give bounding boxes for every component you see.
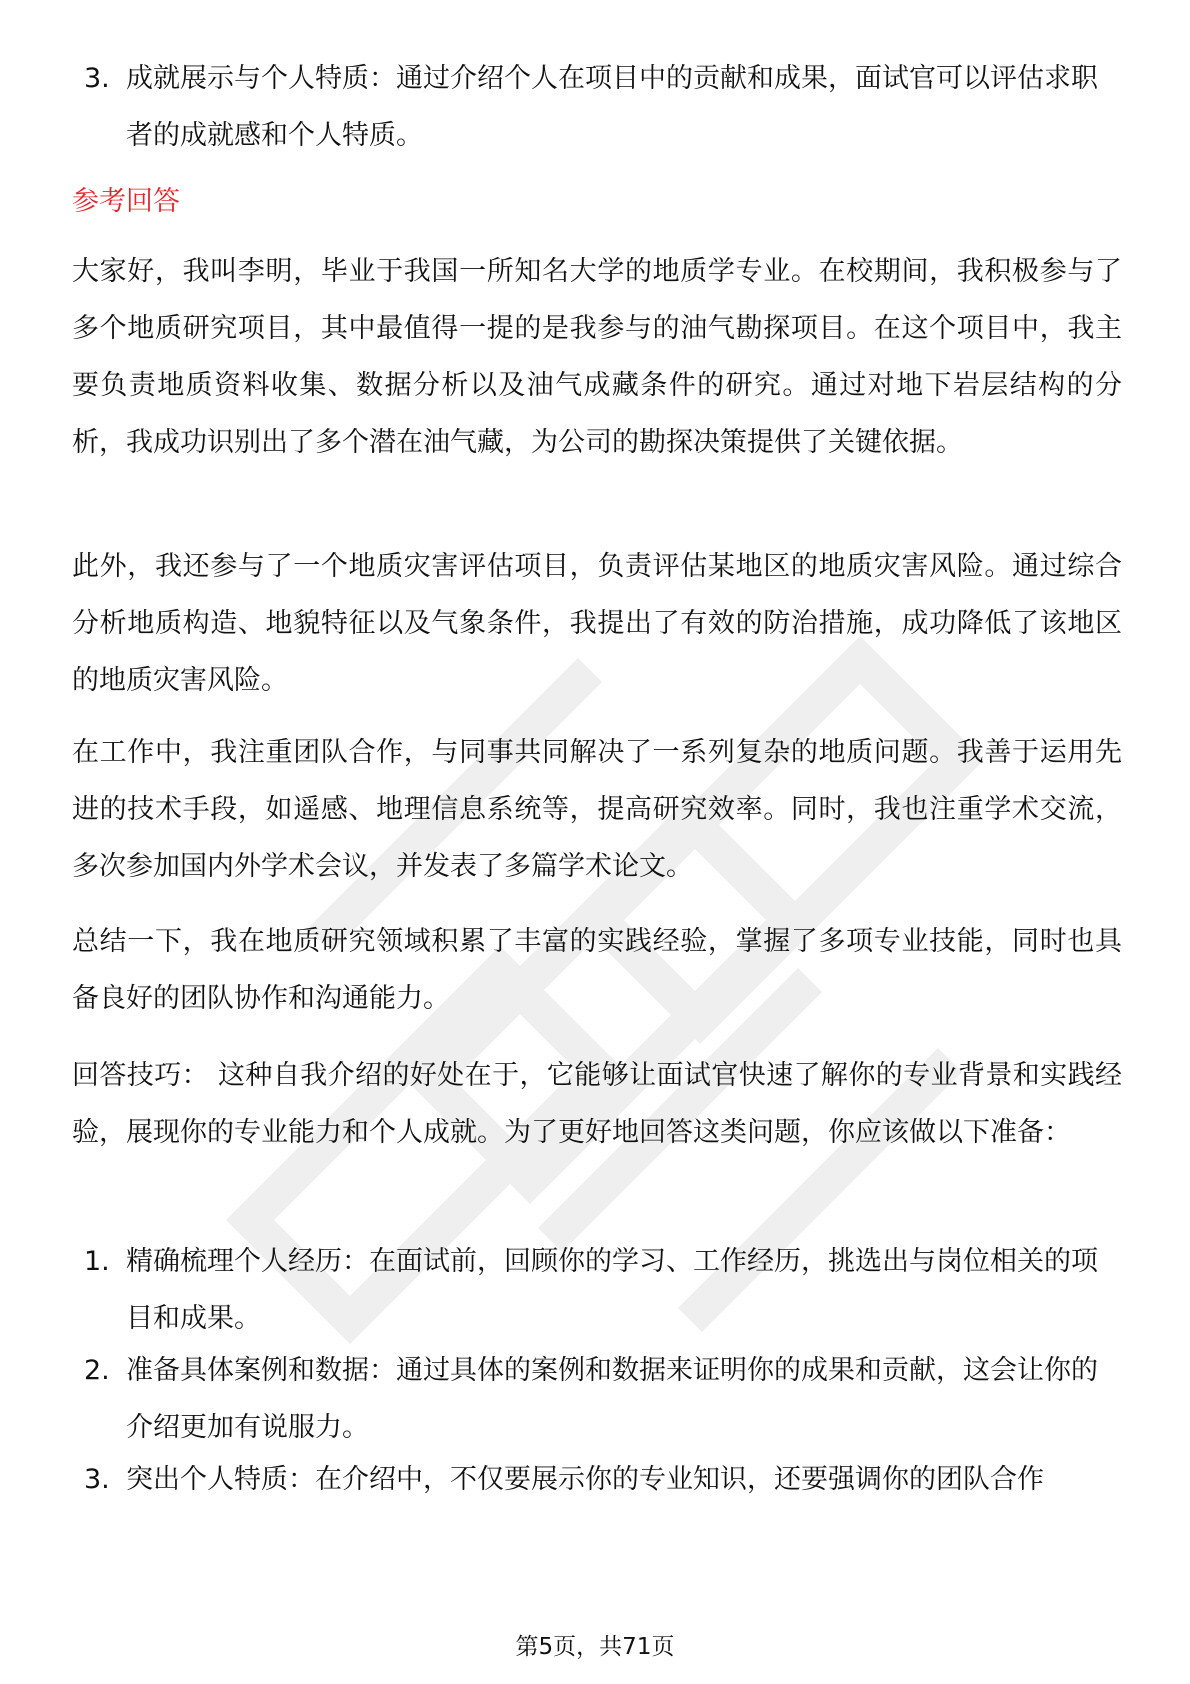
list-item <box>72 1451 1122 1508</box>
paragraph-teamwork: 在工作中，我注重团队合作，与同事共同解决了一系列复杂的地质问题。我善于运用先进的技术手段，如遥感、地理信息系统等，提高研究效率。同时，我也注重学术交流，多次参加国内外学术会议，并发表了多篇学术论文。 <box>72 737 1122 882</box>
list-item-text: 精确梳理个人经历：在面试前，回顾你的学习、工作经历，挑选出与岗位相关的项目和成果。 <box>126 1246 1098 1334</box>
list-item-text: 突出个人特质：在介绍中，不仅要展示你的专业知识，还要强调你的团队合作 <box>126 1464 1044 1495</box>
list-item-text: 准备具体案例和数据：通过具体的案例和数据来证明你的成果和贡献，这会让你的介绍更加有说服力。 <box>126 1355 1098 1443</box>
list-item-number: 3. <box>84 63 110 94</box>
paragraph-summary: 总结一下，我在地质研究领域积累了丰富的实践经验，掌握了多项专业技能，同时也具备良好的团队协作和沟通能力。 <box>72 926 1122 1014</box>
section-heading: 参考回答 <box>72 186 180 217</box>
list-item <box>72 1342 1122 1456</box>
list-item <box>72 1233 1122 1347</box>
paragraph-intro: 大家好，我叫李明，毕业于我国一所知名大学的地质学专业。在校期间，我积极参与了多个地质研究项目，其中最值得一提的是我参与的油气勘探项目。在这个项目中，我主要负责地质资料收集、数据分析以及油气成藏条件的研究。通过对地下岩层结构的分析，我成功识别出了多个潜在油气藏，为公司的勘探决策提供了关键依据。 <box>72 256 1122 458</box>
list-item <box>72 50 1122 164</box>
list-item-number: 1. <box>84 1246 110 1277</box>
list-item-number: 3. <box>84 1464 110 1495</box>
page-footer: 第5页，共71页 <box>515 1634 675 1660</box>
paragraph-hazard: 此外，我还参与了一个地质灾害评估项目，负责评估某地区的地质灾害风险。通过综合分析地质构造、地貌特征以及气象条件，我提出了有效的防治措施，成功降低了该地区的地质灾害风险。 <box>72 551 1122 696</box>
paragraph-tips: 回答技巧： 这种自我介绍的好处在于，它能够让面试官快速了解你的专业背景和实践经验，展现你的专业能力和个人成就。为了更好地回答这类问题，你应该做以下准备： <box>72 1060 1122 1148</box>
list-item-text: 成就展示与个人特质：通过介绍个人在项目中的贡献和成果，面试官可以评估求职者的成就感和个人特质。 <box>126 63 1098 151</box>
list-item-number: 2. <box>84 1355 110 1386</box>
